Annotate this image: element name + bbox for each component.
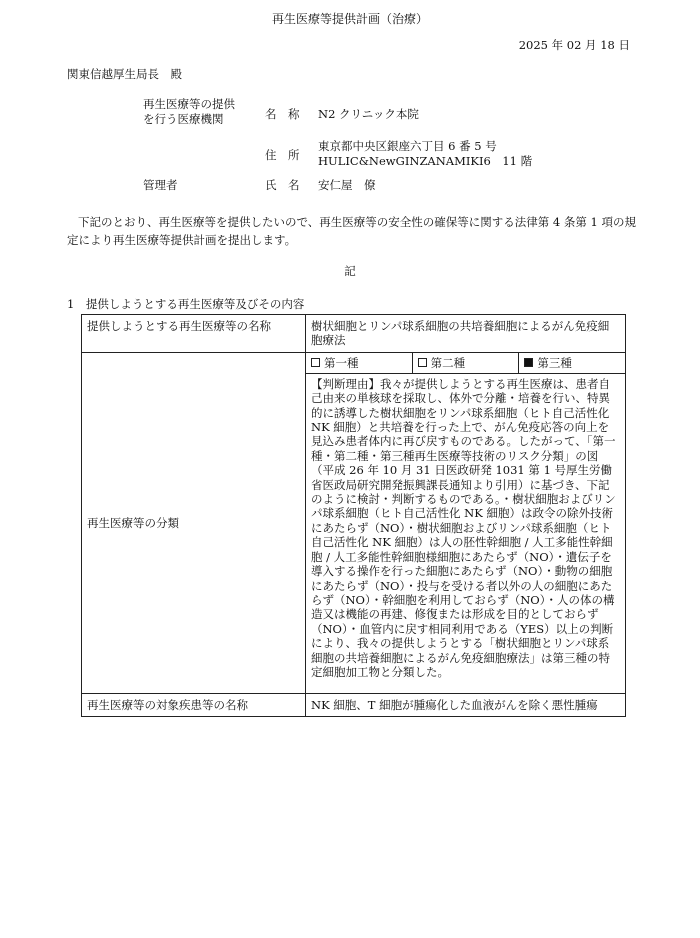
provider-label	[143, 97, 235, 127]
manager-name-label: 氏 名	[265, 178, 300, 192]
class-option-3[interactable]	[519, 353, 625, 373]
class-option-2[interactable]	[413, 353, 520, 373]
checkbox-icon[interactable]	[311, 358, 320, 367]
treatment-name-label: 提供しようとする再生医療等の名称	[82, 315, 306, 353]
table-row	[82, 315, 626, 353]
checkbox-checked-icon[interactable]	[524, 358, 533, 367]
manager-name-value: 安仁屋 僚	[318, 178, 376, 192]
addressee: 関東信越厚生局長 殿	[67, 67, 182, 81]
institution-address-line1: 東京都中央区銀座六丁目 6 番 5 号	[318, 139, 497, 153]
treatment-name-value: 樹状細胞とリンパ球系細胞の共培養細胞によるがん免疫細胞療法	[306, 315, 626, 353]
intro-paragraph: 下記のとおり、再生医療等を提供したいので、再生医療等の安全性の確保等に関する法律第 4 条第 1 項の規定により再生医療等提供計画を提出します。	[67, 215, 637, 247]
provider-label-line2: を行う医療機関	[143, 112, 224, 126]
classification-label: 再生医療等の分類	[82, 352, 306, 693]
checkbox-icon[interactable]	[418, 358, 427, 367]
class-option-label: 第一種	[324, 355, 359, 370]
classification-options	[306, 353, 625, 374]
classification-reason: 【判断理由】我々が提供しようとする再生医療は、患者自己由来の単核球を採取し、体外で分離・培養を行い、特異的に誘導した樹状細胞をリンパ球系細胞（ヒト自己活性化 NK 細胞）と共培養を行った上で、がん免疫応答の向上を見込み患者体内に再び戻すものである。したがって、「第一種・第二種・第三種再生医療等技術のリスク分類」の図（平成 26 年 10 月 31 日医政研発 1031 第 1 号厚生労働省医政局研究開発振興課長通知より引用）に基づき、下記のように検討・判断するものである。・樹状細胞およびリンパ球系細胞（ヒト自己活性化 NK 細胞）は政令の除外技術にあたらず（NO）・樹状細胞およびリンパ球系細胞（ヒト自己活性化 NK 細胞）は人の胚性幹細胞 / 人工多能性幹細胞 / 人工多能性幹細胞様細胞にあたらず（NO）・遺伝子を導入する操作を行った細胞にあたらず（NO）・動物の細胞にあたらず（NO）・投与を受ける者以外の人の細胞にあたらず（NO）・幹細胞を利用しておらず（NO）・人の体の構造又は機能の再建、修復または形成を目的としておらず（NO）・血管内に戻す相同利用である（YES）以上の判断により、我々の提供しようとする「樹状細胞とリンパ球系細胞の共培養細胞によるがん免疫細胞療法」は第三種の特定細胞加工物と分類した。	[311, 376, 616, 679]
class-option-label: 第二種	[430, 355, 466, 370]
provider-label-line1: 再生医療等の提供	[143, 97, 235, 111]
plan-table	[81, 314, 626, 717]
class-option-label: 第三種	[537, 355, 572, 370]
ki-heading: 記	[344, 264, 356, 278]
document-title: 再生医療等提供計画（治療）	[271, 12, 428, 26]
table-row	[82, 352, 626, 693]
section-1-heading: 1 提供しようとする再生医療等及びその内容	[67, 297, 305, 311]
class-option-1[interactable]	[306, 353, 413, 373]
table-row	[82, 693, 626, 716]
institution-address-label: 住 所	[265, 148, 300, 162]
manager-label: 管理者	[143, 178, 178, 192]
institution-name-value: N2 クリニック本院	[318, 107, 419, 121]
institution-address-line2: HULIC&NewGINZANAMIKI6 11 階	[318, 154, 533, 168]
institution-name-label: 名 称	[265, 107, 300, 121]
target-disease-value: NK 細胞、T 細胞が腫瘍化した血液がんを除く悪性腫瘍	[306, 693, 626, 716]
submission-date: 2025 年 02 月 18 日	[518, 38, 630, 52]
classification-cell	[306, 352, 626, 693]
target-disease-label: 再生医療等の対象疾患等の名称	[82, 693, 306, 716]
institution-address	[318, 139, 532, 169]
